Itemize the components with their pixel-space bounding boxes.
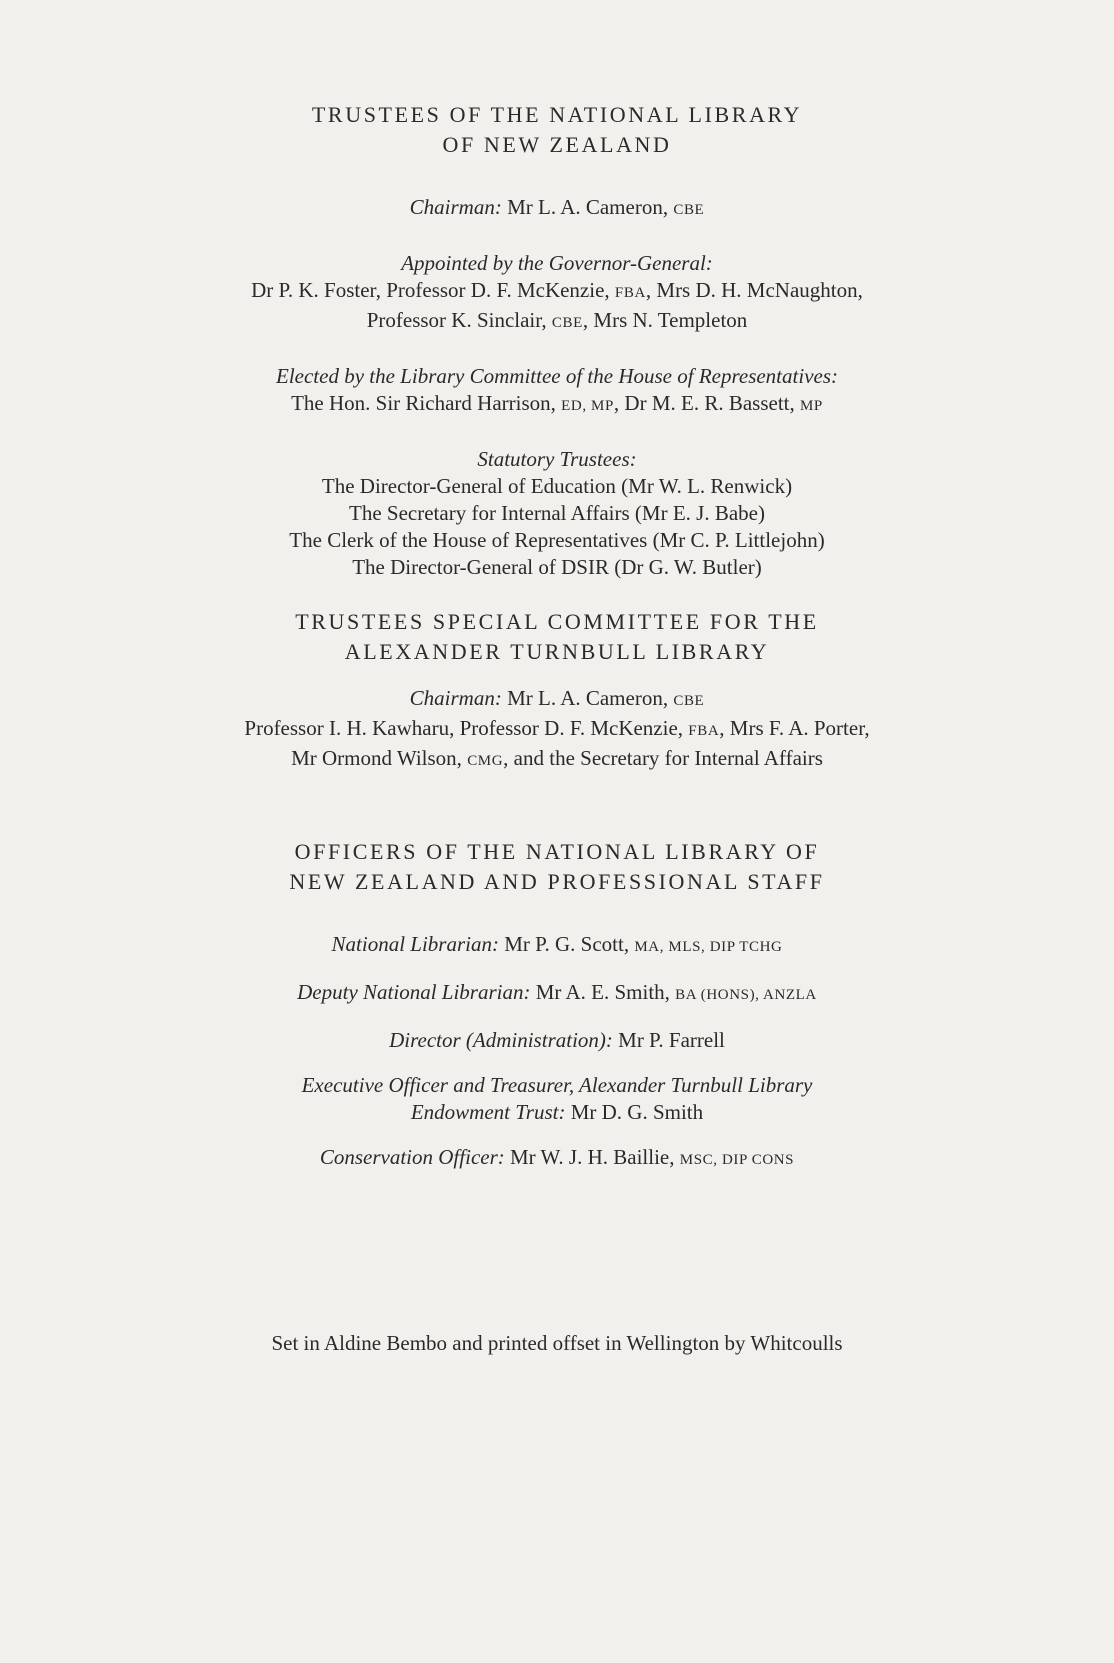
national-librarian-honours: MA, MLS, DIP TCHG [634, 939, 783, 955]
deputy-librarian [0, 979, 1114, 1009]
statutory-item: The Clerk of the House of Representatives (Mr C. P. Littlejohn) [289, 528, 825, 552]
director-name: Mr P. Farrell [618, 1028, 725, 1052]
sc-members-line1-honours: FBA [688, 723, 720, 739]
conservation-label: Conservation Officer: [319, 1145, 505, 1169]
appointed-label: Appointed by the Governor-General: [401, 251, 713, 275]
appointed-line2-honours: CBE [551, 315, 583, 331]
conservation-officer [0, 1144, 1114, 1174]
appointed-line1 [0, 277, 1114, 307]
statutory-label: Statutory Trustees: [477, 447, 637, 471]
deputy-librarian-honours: BA (HONS), ANZLA [675, 987, 817, 1003]
sc-members-line1-text2: , Mrs F. A. Porter, [719, 716, 870, 740]
national-librarian-name: Mr P. G. Scott, [504, 932, 630, 956]
director-label: Director (Administration): [389, 1028, 613, 1052]
elected-honours1: ED, MP [561, 398, 614, 414]
sc-members-line1-text: Professor I. H. Kawharu, Professor D. F. McKenzie, [244, 716, 684, 740]
elected-text: The Hon. Sir Richard Harrison, [291, 391, 556, 415]
conservation-name: Mr W. J. H. Baillie, [510, 1145, 675, 1169]
elected-label: Elected by the Library Committee of the House of Representatives: [276, 364, 838, 388]
deputy-librarian-name: Mr A. E. Smith, [535, 980, 670, 1004]
chairman-honours: CBE [673, 202, 705, 218]
chairman-name: Mr L. A. Cameron, [507, 195, 669, 219]
statutory-item: The Secretary for Internal Affairs (Mr E. J. Babe) [349, 501, 765, 525]
sc-members-line2 [0, 745, 1114, 775]
appointed-line1-honours: FBA [614, 285, 646, 301]
elected-line [0, 390, 1114, 420]
sc-chairman-name: Mr L. A. Cameron, [507, 686, 669, 710]
statutory-item: The Director-General of DSIR (Dr G. W. Butler) [352, 555, 762, 579]
sc-chairman-honours: CBE [673, 693, 705, 709]
executive-label-line1: Executive Officer and Treasurer, Alexander Turnbull Library [301, 1073, 813, 1097]
director-administration [0, 1027, 1114, 1054]
trustees-heading-line1: TRUSTEES OF THE NATIONAL LIBRARY [311, 102, 803, 127]
statutory-item: The Director-General of Education (Mr W. L. Renwick) [321, 474, 793, 498]
special-committee-section [0, 607, 1114, 775]
special-committee-heading-line2: ALEXANDER TURNBULL LIBRARY [344, 639, 770, 664]
sc-members-line2-text: Mr Ormond Wilson, [291, 746, 462, 770]
national-librarian [0, 931, 1114, 961]
appointed-line2-text2: , Mrs N. Templeton [582, 308, 748, 332]
sc-members-line2-honours: CMG [467, 753, 504, 769]
sc-members-line2-text2: , and the Secretary for Internal Affairs [503, 746, 823, 770]
imprint: Set in Aldine Bembo and printed offset in Wellington by Whitcoulls [271, 1331, 843, 1355]
sc-chairman-label: Chairman: [409, 686, 502, 710]
appointed-line1-text: Dr P. K. Foster, Professor D. F. McKenzie, [251, 278, 610, 302]
elected-honours2: MP [800, 398, 823, 414]
trustees-chairman [0, 194, 1114, 224]
officers-heading-line1: OFFICERS OF THE NATIONAL LIBRARY OF [294, 839, 820, 864]
trustees-heading-line2: OF NEW ZEALAND [442, 132, 672, 157]
officers-section [0, 837, 1114, 1174]
executive-name: Mr D. G. Smith [570, 1100, 704, 1124]
conservation-honours: MSC, DIP CONS [679, 1152, 795, 1168]
sc-members-line1 [0, 715, 1114, 745]
special-committee-heading-line1: TRUSTEES SPECIAL COMMITTEE FOR THE [295, 609, 819, 634]
appointed-line2-text: Professor K. Sinclair, [366, 308, 547, 332]
chairman-label: Chairman: [409, 195, 502, 219]
national-librarian-label: National Librarian: [331, 932, 499, 956]
deputy-librarian-label: Deputy National Librarian: [297, 980, 531, 1004]
executive-officer [0, 1099, 1114, 1126]
elected-text2: , Dr M. E. R. Bassett, [613, 391, 795, 415]
officers-heading-line2: NEW ZEALAND AND PROFESSIONAL STAFF [289, 869, 825, 894]
appointed-line1-text2: , Mrs D. H. McNaughton, [645, 278, 863, 302]
trustees-section [0, 100, 1114, 581]
special-committee-chairman [0, 685, 1114, 715]
executive-label-line2: Endowment Trust: [410, 1100, 566, 1124]
appointed-line2 [0, 307, 1114, 337]
